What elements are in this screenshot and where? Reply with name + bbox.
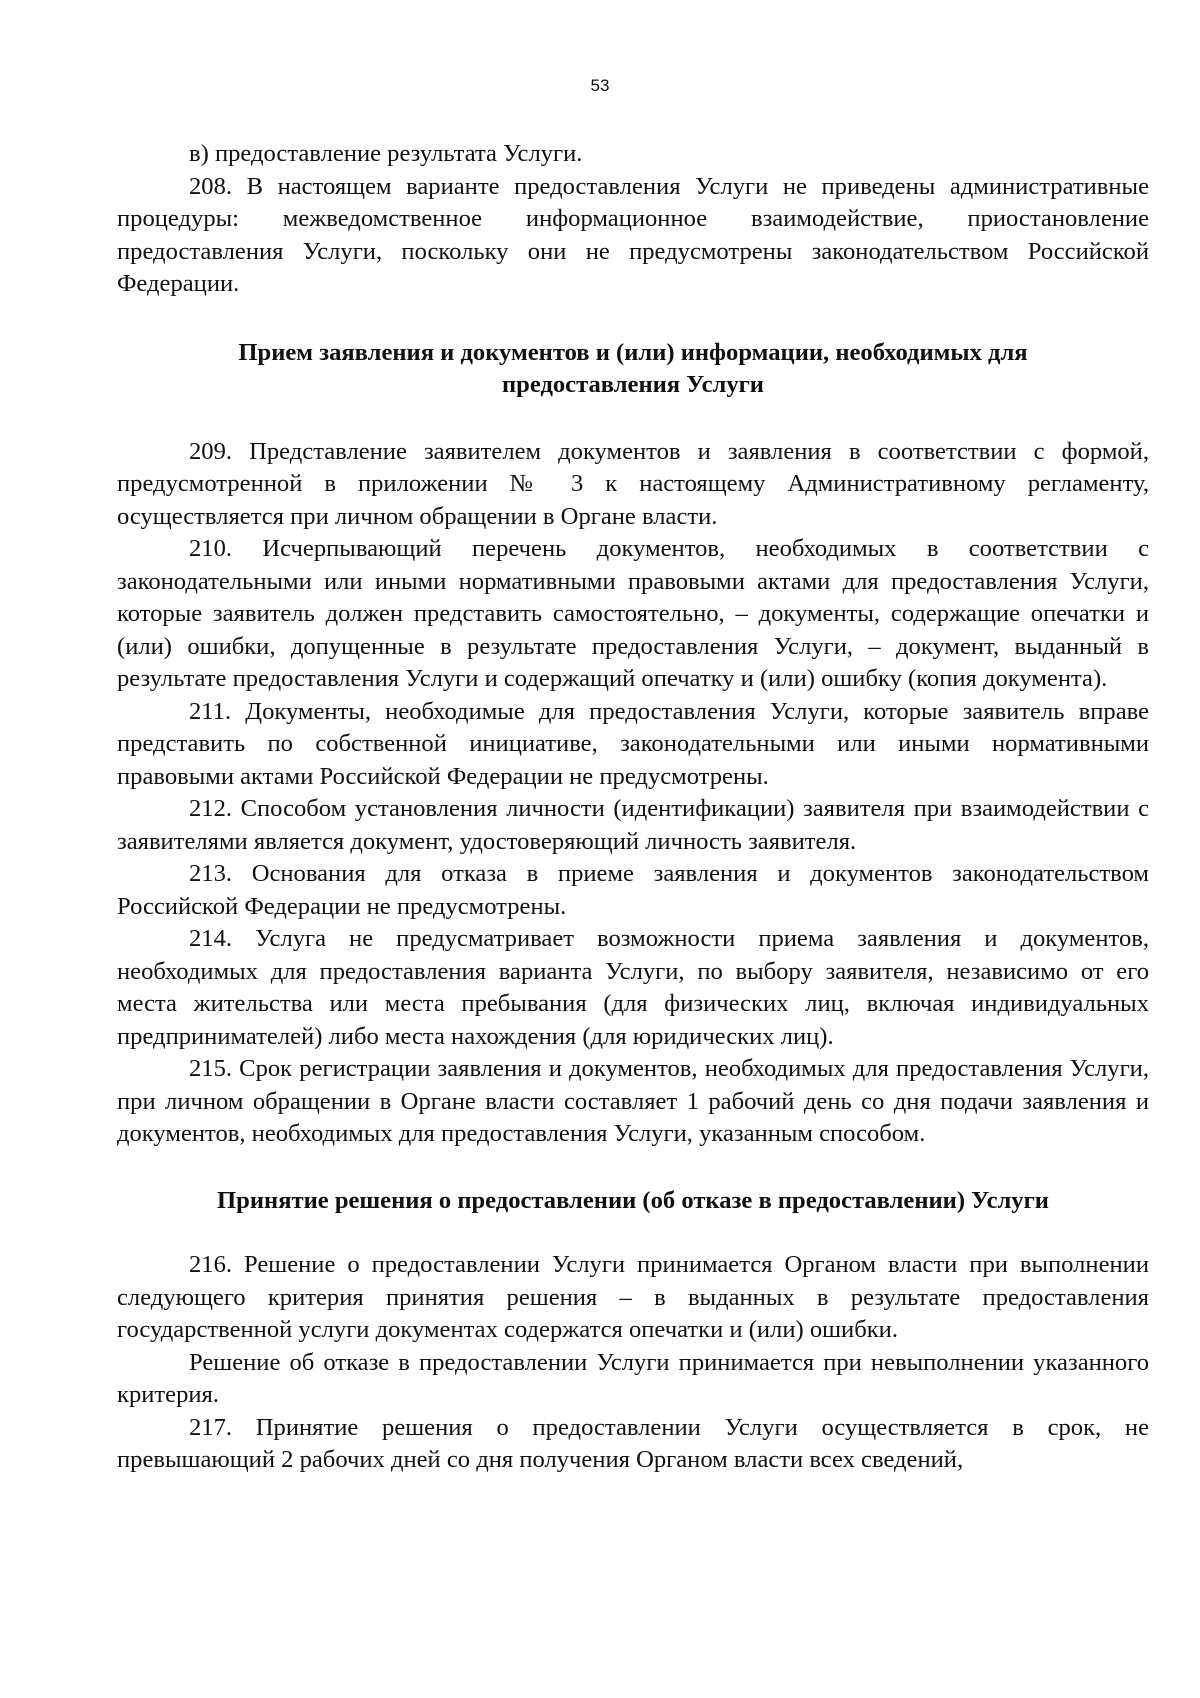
paragraph: 214. Услуга не предусматривает возможности приема заявления и документов, необходимых для предоставления варианта Услуги, по выбору заявителя, независимо от его места жительства или места пребывания (для физических лиц, включая индивидуальных предпринимателей) либо места нахождения (для юридических лиц). <box>117 925 1149 1050</box>
page-number: 53 <box>590 76 610 95</box>
section-heading: Принятие решения о предоставлении (об отказе в предоставлении) Услуги <box>217 1186 1049 1214</box>
paragraph: 211. Документы, необходимые для предоставления Услуги, которые заявитель вправе представить по собственной инициативе, законодательными или иными нормативными правовыми актами Российской Федерации не предусмотрены. <box>117 697 1149 790</box>
document-body <box>117 138 1149 1477</box>
paragraph: 212. Способом установления личности (идентификации) заявителя при взаимодействии с заявителями является документ, удостоверяющий личность заявителя. <box>117 795 1149 855</box>
paragraph: 213. Основания для отказа в приеме заявления и документов законодательством Российской Федерации не предусмотрены. <box>117 860 1149 920</box>
paragraph: в) предоставление результата Услуги. <box>189 140 583 167</box>
paragraph: 210. Исчерпывающий перечень документов, необходимых в соответствии с законодательными или иными нормативными правовыми актами для предоставления Услуги, которые заявитель должен представить самостоятельно, – документы, содержащие опечатки и (или) ошибки, допущенные в результате предоставления Услуги, – документ, выданный в результате предоставления Услуги и содержащий опечатку и (или) ошибку (копия документа). <box>117 535 1149 692</box>
paragraph: 208. В настоящем варианте предоставления Услуги не приведены административные процедуры: межведомственное информационное взаимодействие, приостановление предоставления Услуги, поскольку они не предусмотрены законодательством Российской Федерации. <box>117 172 1149 297</box>
paragraph: Решение об отказе в предоставлении Услуги принимается при невыполнении указанного критерия. <box>117 1348 1149 1408</box>
paragraph: 217. Принятие решения о предоставлении Услуги осуществляется в срок, не превышающий 2 рабочих дней со дня получения Органом власти всех сведений, <box>117 1413 1149 1473</box>
section-heading: Прием заявления и документов и (или) информации, необходимых для предоставления Услуги <box>238 338 1028 398</box>
paragraph: 216. Решение о предоставлении Услуги принимается Органом власти при выполнении следующего критерия принятия решения – в выданных в результате предоставления государственной услуги документах содержатся опечатки и (или) ошибки. <box>117 1251 1149 1343</box>
paragraph: 209. Представление заявителем документов и заявления в соответствии с формой, предусмотренной в приложении № 3 к настоящему Административному регламенту, осуществляется при личном обращении в Органе власти. <box>117 437 1149 530</box>
paragraph: 215. Срок регистрации заявления и документов, необходимых для предоставления Услуги, при личном обращении в Органе власти составляет 1 рабочий день со дня подачи заявления и документов, необходимых для предоставления Услуги, указанным способом. <box>117 1055 1149 1147</box>
